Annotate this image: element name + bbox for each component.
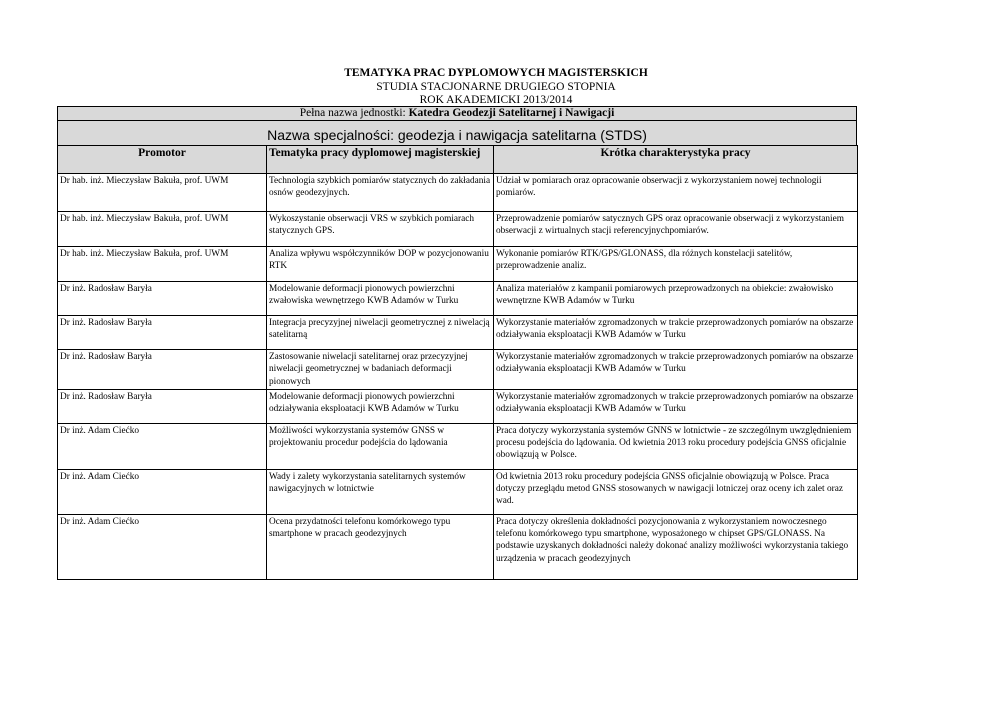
cell-topic: Analiza wpływu współczynników DOP w pozycjonowaniu RTK <box>267 247 494 282</box>
cell-topic: Modelowanie deformacji pionowych powierzchni zwałowiska wewnętrzego KWB Adamów w Turku <box>267 282 494 316</box>
document-title: TEMATYKA PRAC DYPLOMOWYCH MAGISTERSKICH <box>344 67 648 79</box>
cell-promotor: Dr inż. Adam Ciećko <box>58 423 267 469</box>
column-header-promotor: Promotor <box>58 146 267 174</box>
table-row <box>58 389 858 423</box>
unit-name-bar <box>57 106 857 121</box>
specialty-bar: Nazwa specjalności: geodezja i nawigacja satelitarna (STDS) <box>57 121 857 145</box>
cell-promotor: Dr inż. Radosław Baryła <box>58 350 267 390</box>
cell-topic: Modelowanie deformacji pionowych powierzchni odziaływania eksploatacji KWB Adamów w Turku <box>267 389 494 423</box>
cell-topic: Możliwości wykorzystania systemów GNSS w projektowaniu procedur podejścia do lądowania <box>267 423 494 469</box>
academic-year: ROK AKADEMICKI 2013/2014 <box>419 94 573 106</box>
cell-promotor: Dr inż. Radosław Baryła <box>58 316 267 350</box>
table-row <box>58 247 858 282</box>
cell-promotor: Dr inż. Radosław Baryła <box>58 282 267 316</box>
unit-label: Pełna nazwa jednostki: <box>299 107 409 119</box>
unit-name: Katedra Geodezji Satelitarnej i Nawigacji <box>408 107 615 119</box>
cell-topic: Zastosowanie niwelacji satelitarnej oraz przecyzyjnej niwelacji geometrycznej w badaniach deformacji pionowych <box>267 350 494 390</box>
cell-topic: Wykoszystanie obserwacji VRS w szybkich pomiarach statycznych GPS. <box>267 212 494 247</box>
table-row <box>58 350 858 390</box>
cell-promotor: Dr inż. Adam Ciećko <box>58 469 267 514</box>
cell-description: Przeprowadzenie pomiarów satycznych GPS oraz opracowanie obserwacji z wykorzystaniem obserwacji z wirtualnych stacji referencyjnychpomiarów. <box>494 212 858 247</box>
cell-description: Wykorzystanie materiałów zgromadzonych w trakcie przeprowadzonych pomiarów na obszarze odziaływania eksploatacji KWB Adamów w Turku <box>494 350 858 390</box>
thesis-table <box>57 145 858 580</box>
cell-topic: Technologia szybkich pomiarów statycznych do zakładania osnów geodezyjnych. <box>267 174 494 212</box>
cell-description: Wykonanie pomiarów RTK/GPS/GLONASS, dla różnych konstelacji satelitów, przeprowadzenie analiz. <box>494 247 858 282</box>
cell-topic: Integracja precyzyjnej niwelacji geometrycznej z niwelacją satelitarną <box>267 316 494 350</box>
table-row <box>58 423 858 469</box>
cell-promotor: Dr inż. Radosław Baryła <box>58 389 267 423</box>
table-row <box>58 514 858 579</box>
cell-description: Wykorzystanie materiałów zgromadzonych w trakcie przeprowadzonych pomiarów na obszarze odziaływania eksploatacji KWB Adamów w Turku <box>494 316 858 350</box>
cell-promotor: Dr hab. inż. Mieczysław Bakuła, prof. UWM <box>58 247 267 282</box>
cell-topic: Ocena przydatności telefonu komórkowego typu smartphone w pracach geodezyjnych <box>267 514 494 579</box>
cell-description: Wykorzystanie materiałów zgromadzonych w trakcie przeprowadzonych pomiarów na obszarze odziaływania eksploatacji KWB Adamów w Turku <box>494 389 858 423</box>
cell-description: Udział w pomiarach oraz opracowanie obserwacji z wykorzystaniem nowej technologii pomiarów. <box>494 174 858 212</box>
cell-description: Praca dotyczy wykorzystania systemów GNNS w lotnictwie - ze szczególnym uwzględnieniem procesu podejścia do lądowania. Od kwietnia 2013 roku procedury podejścia GNSS oficjalnie obowiązują w Polsce. <box>494 423 858 469</box>
table-row <box>58 469 858 514</box>
cell-description: Praca dotyczy określenia dokładności pozycjonowania z wykorzystaniem nowoczesnego telefonu komórkowego typu smartphone, wyposażonego w chipset GPS/GLONASS. Na podstawie uzyskanych dokładności należy dokonać analizy możliwości wykorzystania takiego urządzenia w pracach geodezyjnych <box>494 514 858 579</box>
cell-description: Analiza materiałów z kampanii pomiarowych przeprowadzonych na obiekcie: zwałowisko wewnętrzne KWB Adamów w Turku <box>494 282 858 316</box>
cell-promotor: Dr inż. Adam Ciećko <box>58 514 267 579</box>
table-row <box>58 212 858 247</box>
column-header-topic: Tematyka pracy dyplomowej magisterskiej <box>267 146 494 174</box>
table-row <box>58 174 858 212</box>
cell-topic: Wady i zalety wykorzystania satelitarnych systemów nawigacyjnych w lotnictwie <box>267 469 494 514</box>
table-row <box>58 282 858 316</box>
column-header-description: Krótka charakterystyka pracy <box>494 146 858 174</box>
cell-promotor: Dr hab. inż. Mieczysław Bakuła, prof. UWM <box>58 212 267 247</box>
cell-promotor: Dr hab. inż. Mieczysław Bakuła, prof. UWM <box>58 174 267 212</box>
study-type: STUDIA STACJONARNE DRUGIEGO STOPNIA <box>376 81 616 93</box>
table-row <box>58 316 858 350</box>
table-header-row <box>58 146 858 174</box>
cell-description: Od kwietnia 2013 roku procedury podejścia GNSS oficjalnie obowiązują w Polsce. Praca dotyczy przeglądu metod GNSS stosowanych w nawigacji lotniczej oraz oceny ich zalet oraz wad. <box>494 469 858 514</box>
